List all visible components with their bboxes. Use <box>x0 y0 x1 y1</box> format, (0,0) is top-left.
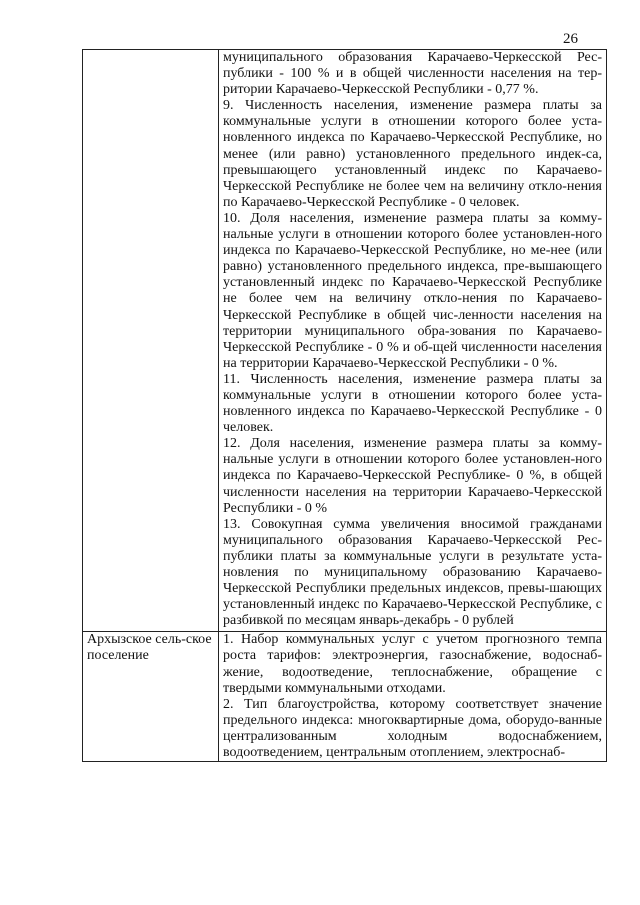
indicator-paragraph: 13. Совокупная сумма увеличения вносимой гражданами муниципального образования Карачаево-Черкесской Рес-публики платы за коммунальные услуги в результате уста-новления по муниципальному образованию Карачаево-Черкесской Республики предельных индексов, превы-шающих установленный индекс по Карачаево-Черкесской Республике, с разбивкой по месяцам январь-декабрь - 0 рублей <box>223 516 602 629</box>
indicator-paragraph: 10. Доля населения, изменение размера платы за комму-нальные услуги в отношении которого более установлен-ного индекса по Карачаево-Черкесской Республике, но ме-нее (или равно) установленного предельного индекса, пре-вышающего установленный индекс по Карачаево-Черкесской Республике не более чем на величину откло-нения по Карачаево-Черкесской Республике в общей чис-ленности населения на территории муниципального обра-зования по Карачаево-Черкесской Республике - 0 % и об-щей численности населения на территории Карачаево-Черкесской Республики - 0 %. <box>223 210 602 371</box>
indicator-paragraph: 12. Доля населения, изменение размера платы за комму-нальные услуги в отношении которого более установлен-ного индекса по Карачаево-Черкесской Республике- 0 %, в общей численности населения на территории Карачаево-Черкесской Республики - 0 % <box>223 436 602 516</box>
indicators-cell <box>219 632 607 762</box>
indicator-paragraph: 11. Численность населения, изменение размера платы за коммунальные услуги в отношении которого более уста-новленного индекса по Карачаево-Черкесской Республике - 0 человек. <box>223 371 602 436</box>
page-number: 26 <box>563 31 578 47</box>
document-table <box>82 49 607 762</box>
indicator-paragraph: муниципального образования Карачаево-Черкесской Рес-публики - 100 % и в общей численности населения на тер-ритории Карачаево-Черкесской Республики - 0,77 %. <box>223 50 602 98</box>
municipality-name: Архызское сель-ское поселение <box>87 632 212 664</box>
indicator-paragraph: 1. Набор коммунальных услуг с учетом прогнозного темпа роста тарифов: электроэнергия, газоснабжение, водоснаб-жение, водоотведение, теплоснабжение, обращение с твердыми коммунальными отходами. <box>223 632 602 696</box>
table-row <box>83 632 607 762</box>
indicator-paragraph: 9. Численность населения, изменение размера платы за коммунальные услуги в отношении которого более уста-новленного индекса по Карачаево-Черкесской Республике, но менее (или равно) установленного предельного индек-са, превышающего установленный индекс по Карачаево-Черкесской Республике не более чем на величину откло-нения по Карачаево-Черкесской Республике - 0 человек. <box>223 98 602 210</box>
indicators-cell <box>219 50 607 632</box>
municipality-cell <box>83 50 219 632</box>
table-row <box>83 50 607 632</box>
indicator-paragraph: 2. Тип благоустройства, которому соответствует значение предельного индекса: многоквартирные дома, оборудо-ванные централизованным холодным водоснабжением, водоотведением, центральным отоплением, электроснаб- <box>223 696 602 761</box>
municipality-cell <box>83 632 219 762</box>
